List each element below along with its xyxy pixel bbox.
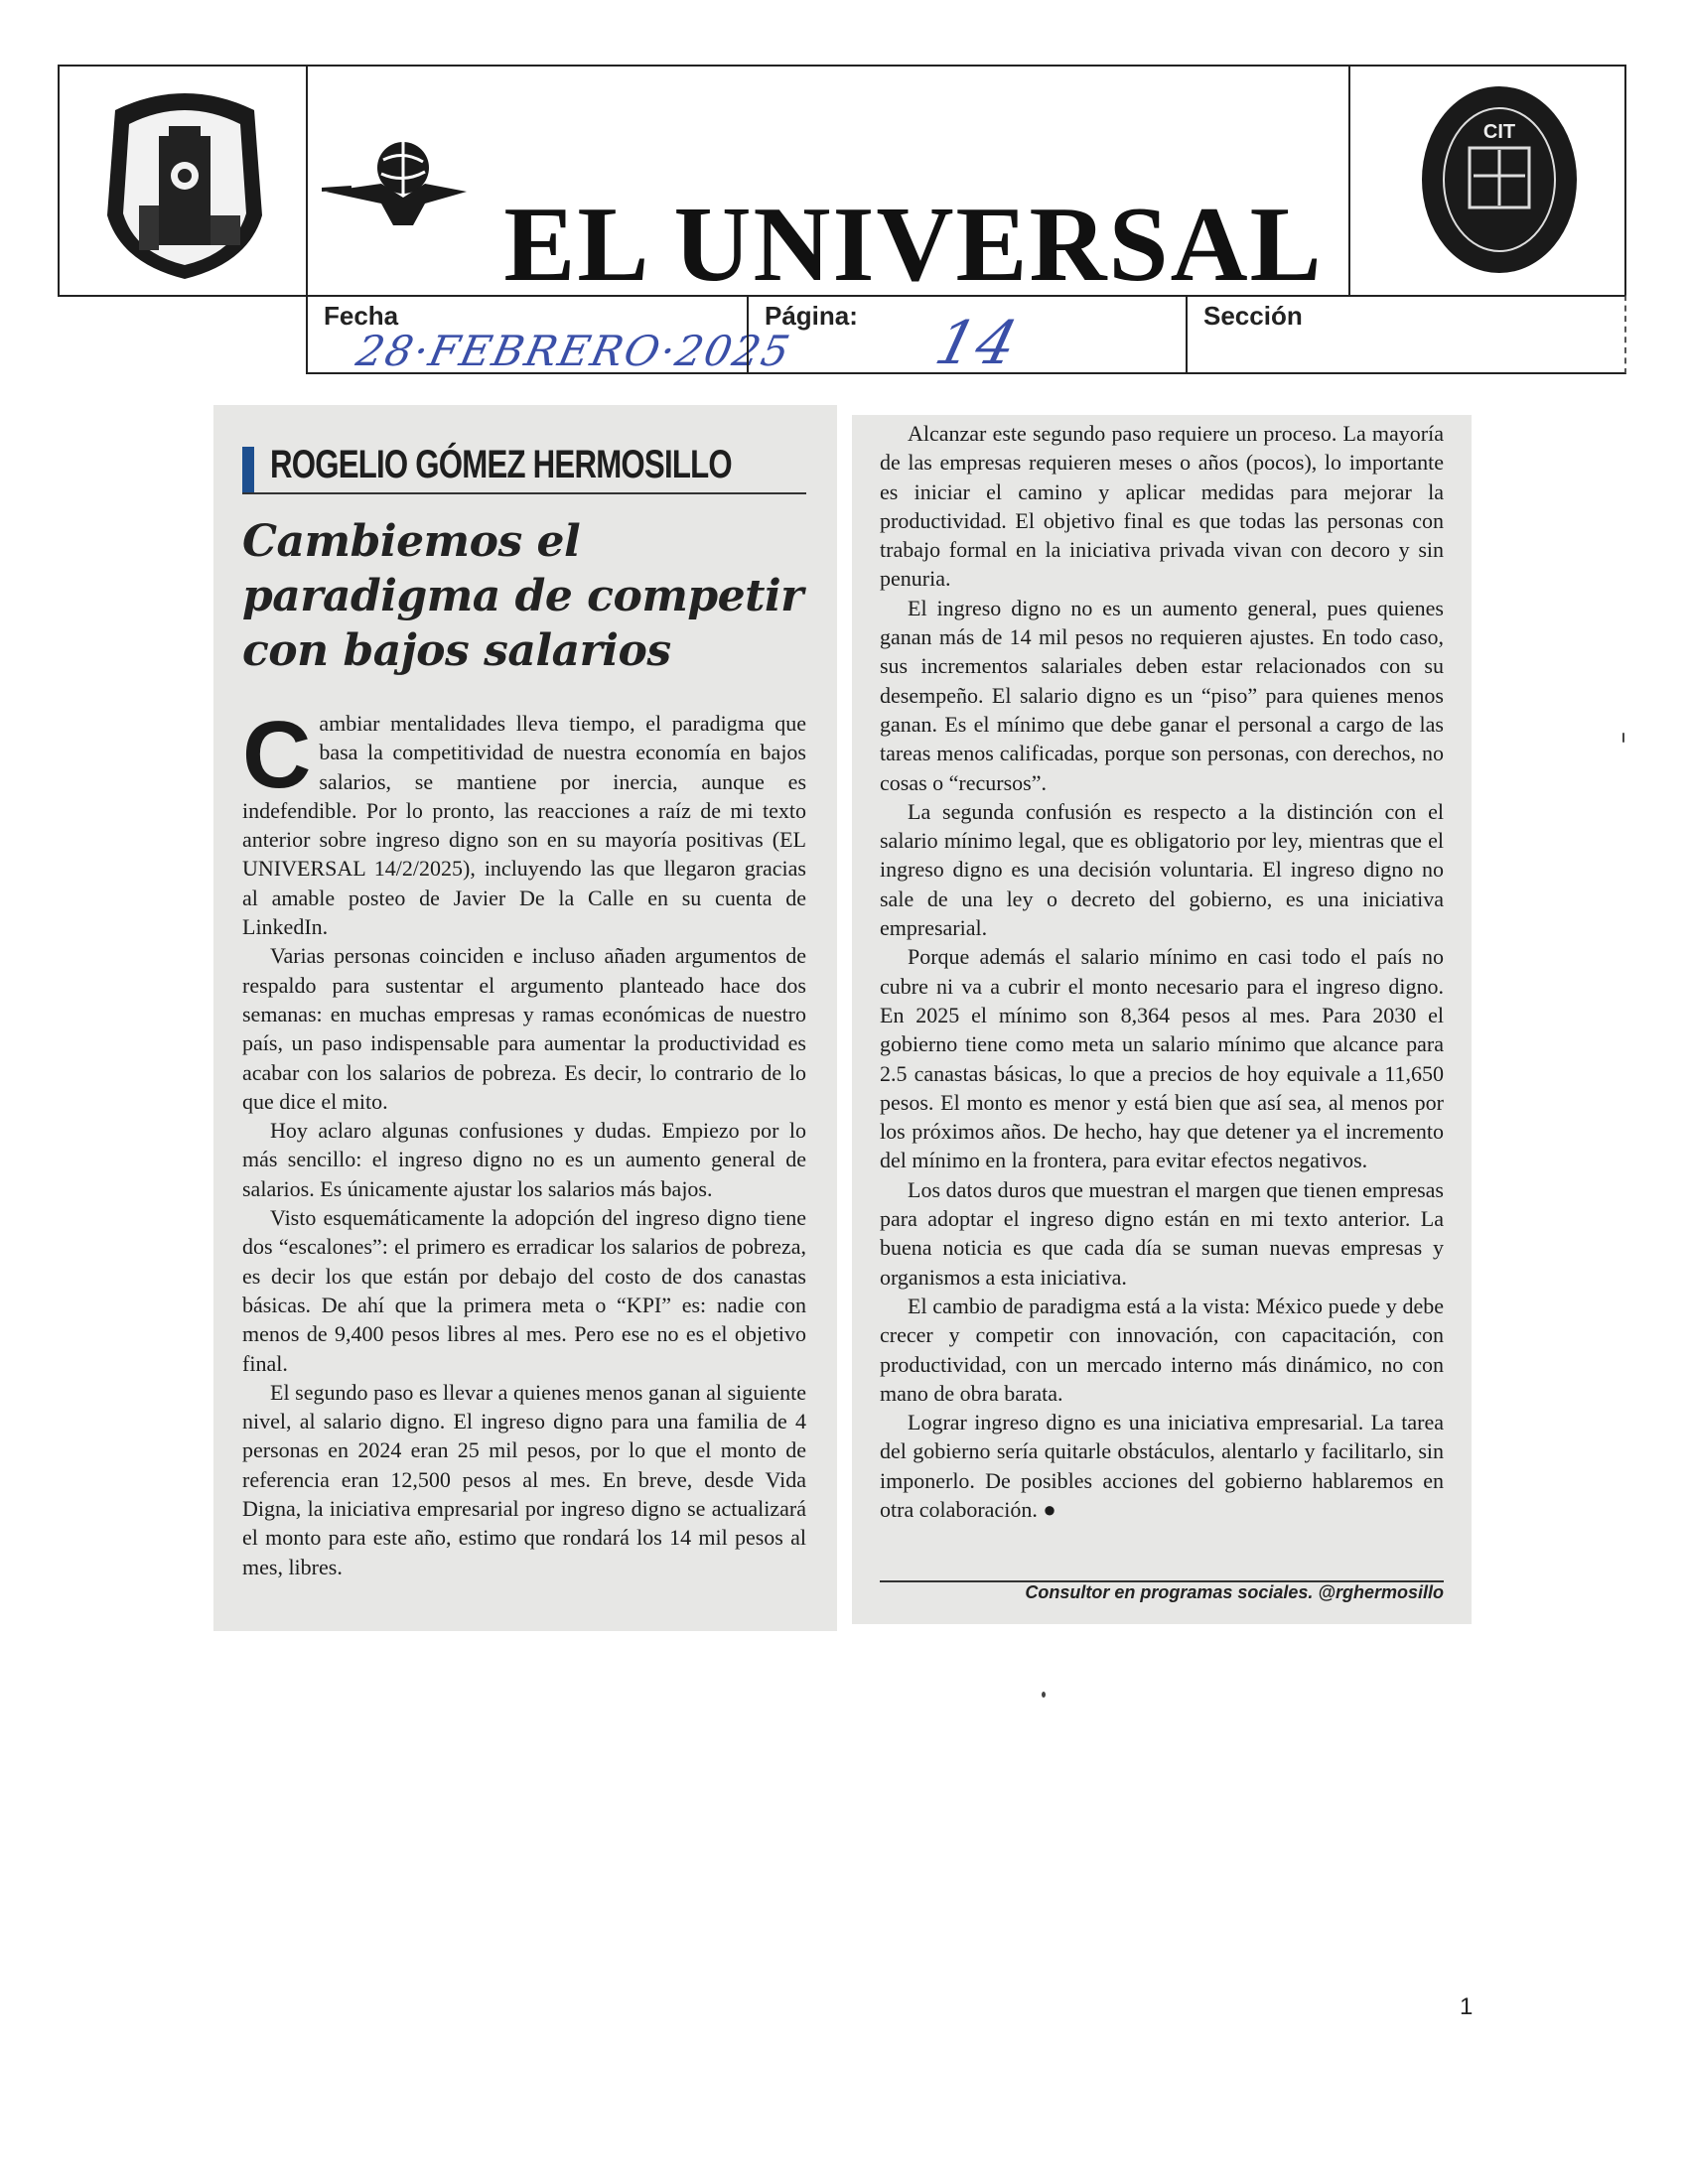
paragraph [242, 702, 806, 941]
author-accent-bar [242, 447, 254, 494]
page-number: 1 [1460, 1993, 1474, 2020]
pagina-handwritten-value: 14 [928, 309, 1027, 378]
article-right-column [880, 419, 1444, 1524]
paragraph: Alcanzar este segundo paso requiere un proceso. La mayoría de las empresas requieren meses o años (pocos), lo importante es iniciar el camino y aplicar medidas para mejorar la productividad. El objetivo final es que todas las personas con trabajo formal en la iniciativa privada vivan con decoro y sin penuria. [880, 421, 1444, 592]
dropcap: C [242, 702, 312, 808]
fecha-cell [306, 295, 796, 375]
cit-abbr: CIT [1482, 121, 1516, 143]
eagle-globe-icon [322, 126, 471, 245]
article-headline: Cambiemos el paradigma de competir con bajos salarios [242, 516, 803, 676]
right-logo-cell [1348, 65, 1626, 297]
left-logo-cell [58, 65, 308, 297]
paragraph: Visto esquemáticamente la adopción del ingreso digno tiene dos “escalones”: el primero es erradicar los salarios de pobreza, es decir los que están por debajo del costo de dos canastas básicas. De ahí que la primera meta o “KPI” es: nadie con menos de 9,400 pesos libres al mes. Pero ese no es el objetivo final. [242, 1205, 806, 1376]
author-byline: Consultor en programas sociales. @rghermosillo [1025, 1582, 1444, 1602]
seccion-cell [1186, 295, 1626, 374]
paragraph-text: ambiar mentalidades lleva tiempo, el paradigma que basa la competitividad de nuestra economía en bajos salarios, se mantiene por inercia, aunque es indefendible. Por lo pronto, las reacciones a raíz de mi texto anterior sobre ingreso digno son en su mayoría positivas (EL UNIVERSAL 14/2/2025), incluyendo las que llegaron gracias al amable posteo de Javier De la Calle en su cuenta de LinkedIn. [242, 711, 806, 940]
newspaper-title: EL UNIVERSAL [503, 186, 1324, 304]
paragraph: Lograr ingreso digno es una iniciativa empresarial. La tarea del gobierno sería quitarle obstáculos, alentarlo y facilitarlo, sin imponerlo. De posibles acciones del gobierno hablaremos en otra colaboración. ● [880, 1410, 1444, 1522]
paragraph: La segunda confusión es respecto a la distinción con el salario mínimo legal, que es obligatorio por ley, mientras que el ingreso digno es una decisión voluntaria. El ingreso digno no sale de una ley o decreto del gobierno, es una iniciativa empresarial. [880, 798, 1444, 941]
scan-speck [1622, 733, 1624, 743]
article-left-column [242, 702, 806, 1581]
paragraph: El segundo paso es llevar a quienes menos ganan al siguiente nivel, al salario digno. El ingreso digno para una familia de 4 personas en 2024 eran 25 mil pesos, por lo que el monto de referencia eran 12,500 pesos al mes. En breve, desde Vida Digna, la iniciativa empresarial por ingreso digno se actualizará el monto para este año, estimo que rondará los 14 mil pesos al mes, libres. [242, 1379, 806, 1579]
fecha-handwritten-value: 28·FEBRERO·2025 [352, 327, 796, 375]
pagina-cell [747, 295, 1188, 378]
mining-union-seal-icon [60, 67, 310, 299]
paragraph: Varias personas coinciden e incluso añaden argumentos de respaldo para sustentar el argumento planteado hace dos semanas: en muchas empresas y ramas económicas de nuestro país, un paso indispensable para aumentar la productividad es acabar con los salarios de pobreza. Es decir, lo contrario de lo que dice el mito. [242, 943, 806, 1114]
paragraph: Porque además el salario mínimo en casi todo el país no cubre ni va a cubrir el monto necesario para el ingreso digno. En 2025 el mínimo son 8,364 pesos al mes. Para 2030 el gobierno tiene como meta un salario mínimo que alcance para 2.5 canastas básicas, lo que a precios de hoy equivale a 11,650 pesos. El monto es menor y está bien que así sea, al menos por los próximos años. De hecho, hay que detener ya el incremento del mínimo en la frontera, para evitar efectos negativos. [880, 944, 1444, 1173]
scan-speck [1042, 1692, 1046, 1698]
cit-confederation-seal-icon [1350, 67, 1628, 299]
masthead-cell [306, 65, 1350, 304]
paragraph: El ingreso digno no es un aumento general, pues quienes ganan más de 14 mil pesos no requieren ajustes. En todo caso, sus incrementos salariales deben estar relacionados con su desempeño. El salario digno es un “piso” para quienes menos ganan. Es el mínimo que debe ganar el personal a cargo de las tareas menos calificadas, porque son personas, con derechos, no cosas o “recursos”. [880, 595, 1444, 795]
seccion-label: Sección [1203, 301, 1303, 331]
author-name: ROGELIO GÓMEZ HERMOSILLO [270, 443, 732, 486]
author-divider [242, 492, 806, 494]
paragraph: Hoy aclaro algunas confusiones y dudas. Empiezo por lo más sencillo: el ingreso digno no es un aumento general de salarios. Es únicamente ajustar los salarios más bajos. [242, 1118, 806, 1201]
paragraph: Los datos duros que muestran el margen que tienen empresas para adoptar el ingreso digno están en mi texto anterior. La buena noticia es que cada día se suman nuevas empresas y organismos a esta iniciativa. [880, 1176, 1444, 1290]
fecha-label: Fecha [324, 301, 399, 331]
paragraph: El cambio de paradigma está a la vista: México puede y debe crecer y competir con innovación, con capacitación, con productividad, con un mercado interno más dinámico, no con mano de obra barata. [880, 1293, 1444, 1406]
pagina-label: Página: [765, 301, 858, 331]
